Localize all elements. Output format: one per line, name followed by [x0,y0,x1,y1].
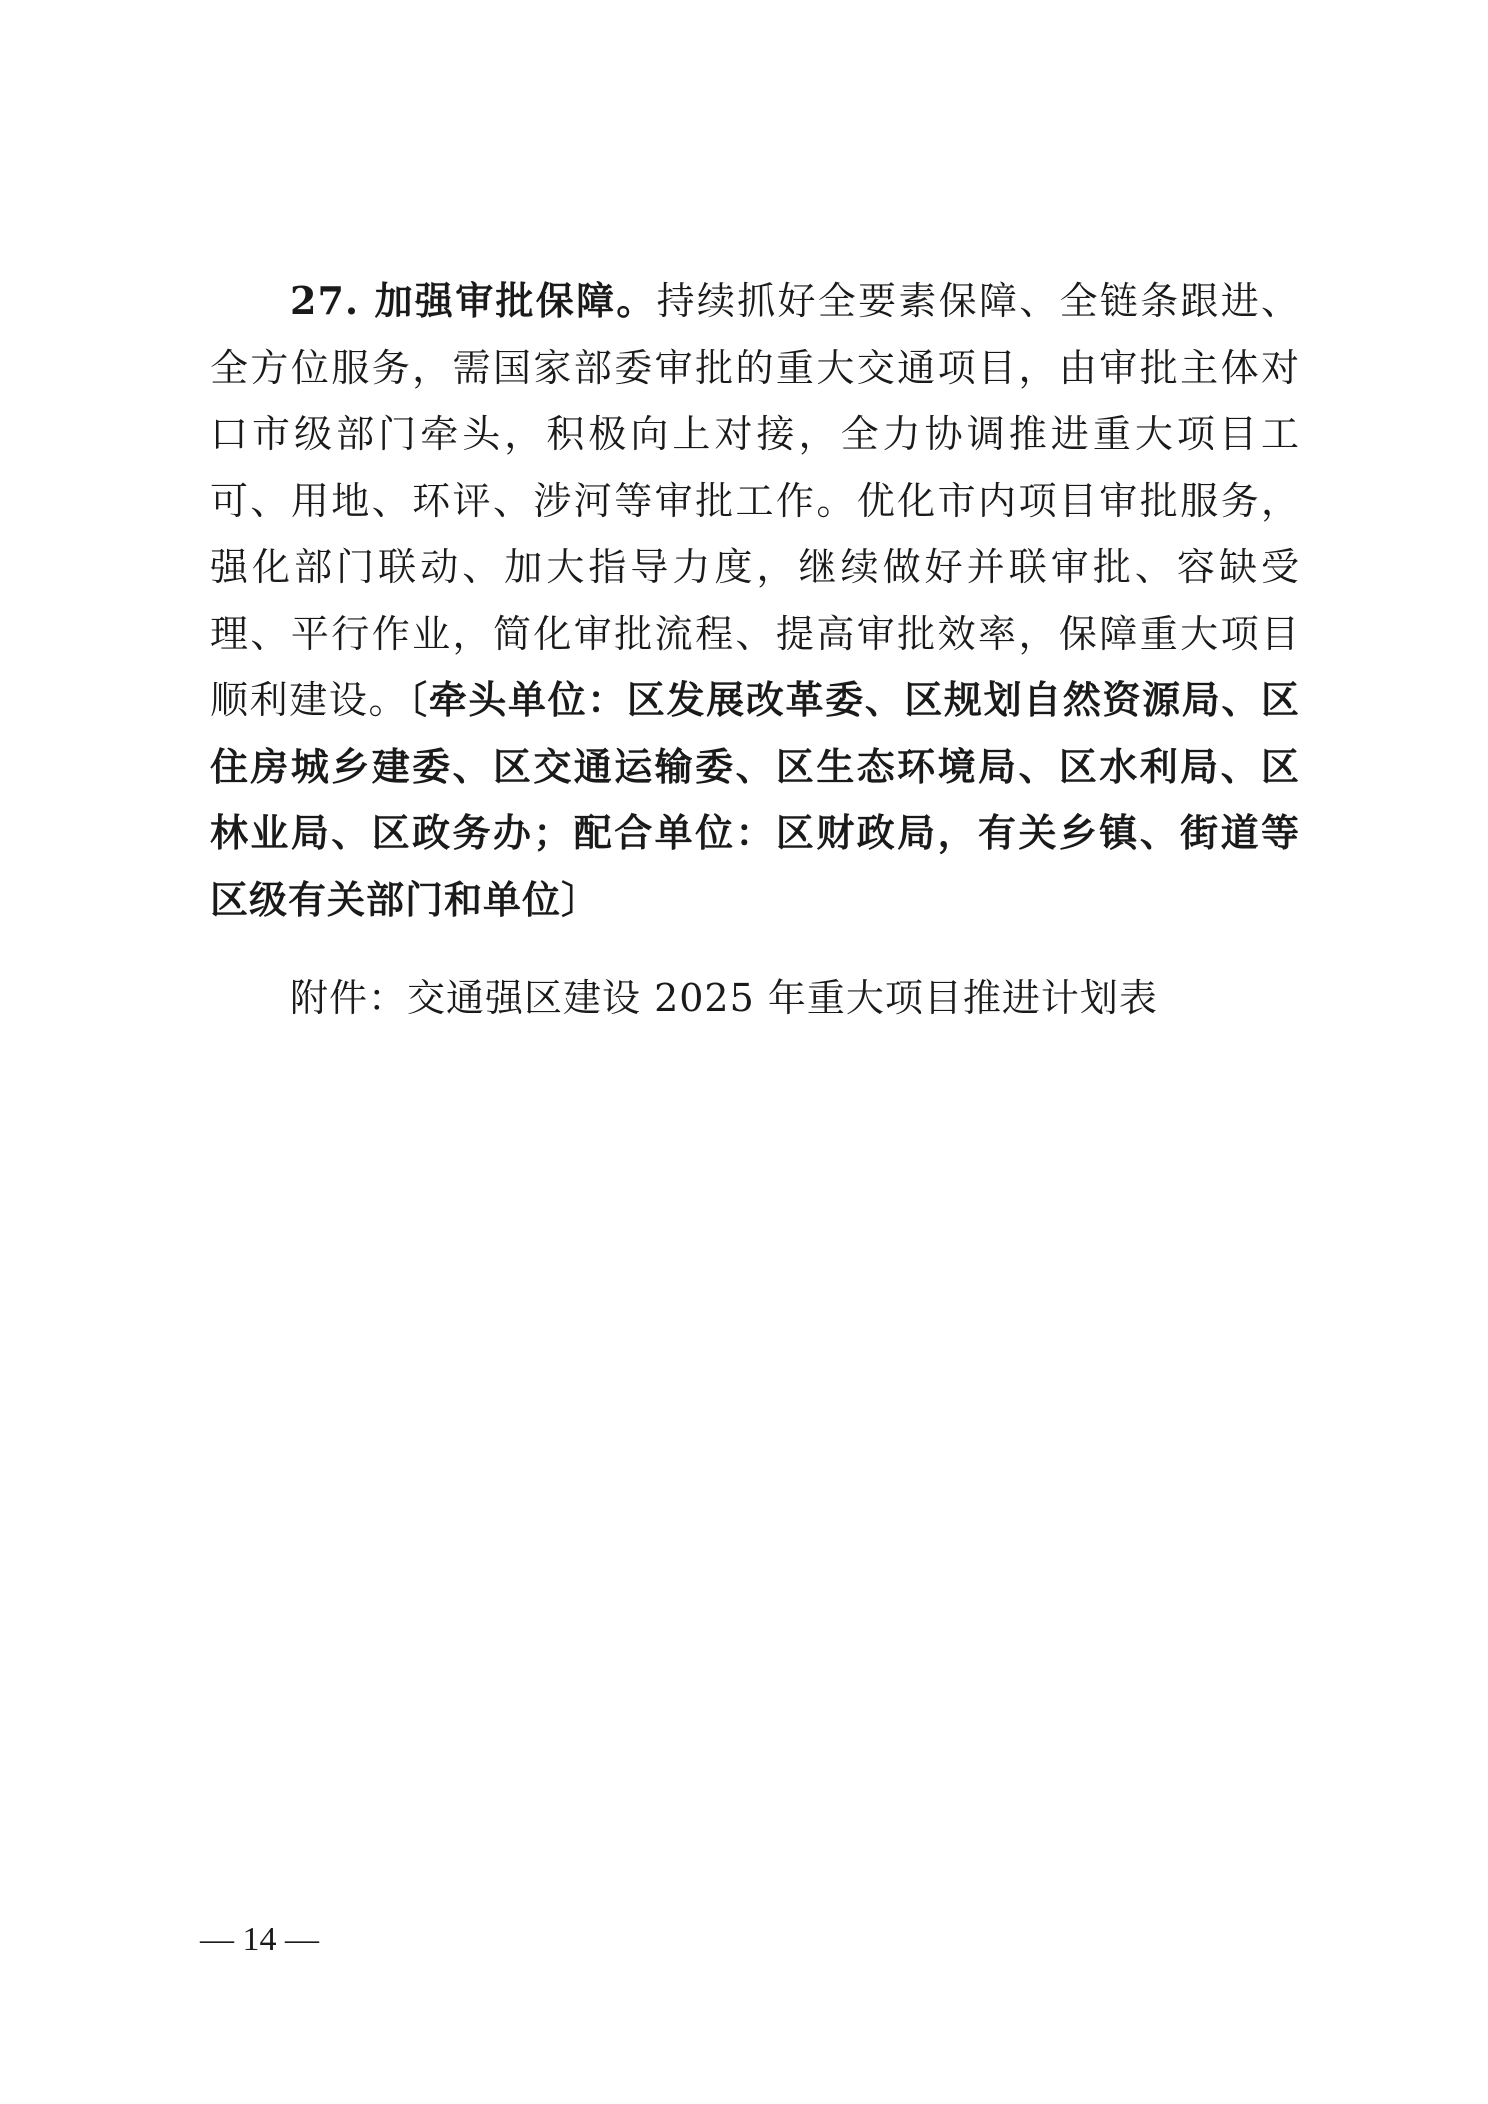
section-body: 持续抓好全要素保障、全链条跟进、全方位服务，需国家部委审批的重大交通项目，由审批主体对口市级部门牵头，积极向上对接，全力协调推进重大项目工可、用地、环评、涉河等审批工作。优化市内项目审批服务，强化部门联动、加大指导力度，继续做好并联审批、容缺受理、平行作业，简化审批流程、提高审批效率，保障重大项目顺利建设。 [210,279,1300,722]
section-27-paragraph [210,268,1300,933]
responsibility-note: 〔牵头单位：区发展改革委、区规划自然资源局、区住房城乡建委、区交通运输委、区生态环境局、区水利局、区林业局、区政务办；配合单位：区财政局，有关乡镇、街道等区级有关部门和单位〕 [210,677,1300,922]
attachment-line: 附件：交通强区建设 2025 年重大项目推进计划表 [290,976,1158,1020]
page-number: — 14 — [200,1921,319,1958]
section-heading: 27. 加强审批保障。 [290,278,657,323]
